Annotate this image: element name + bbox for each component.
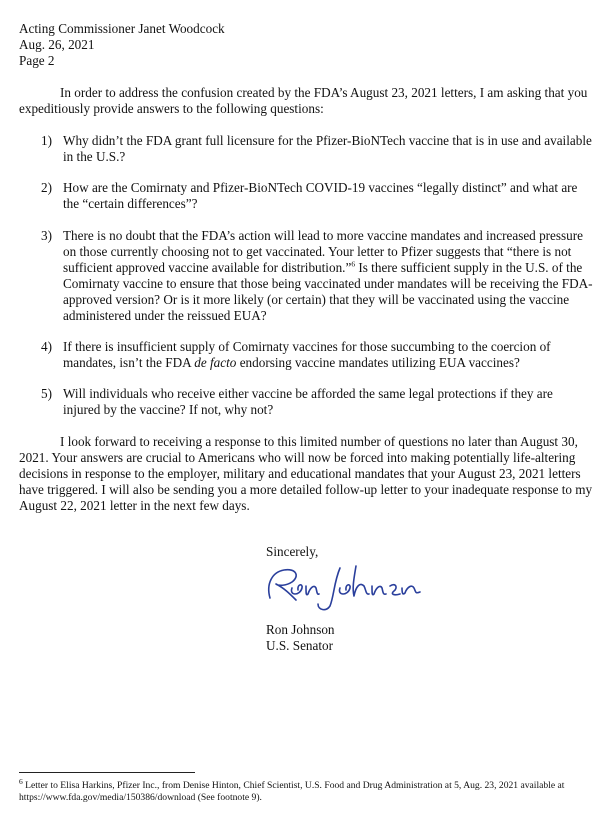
page-number: Page 2 [19, 53, 55, 68]
question-number: 3) [41, 228, 52, 243]
salutation: Sincerely, [266, 544, 319, 559]
letter-header [19, 21, 225, 69]
question-text: Will individuals who receive either vaccine be afforded the same legal protections if they are injured by the vaccine? If not, why not? [63, 386, 553, 417]
question-number: 4) [41, 339, 52, 354]
question-number: 2) [41, 180, 52, 195]
footnote-text: Letter to Elisa Harkins, Pfizer Inc., from Denise Hinton, Chief Scientist, U.S. Food and Drug Administration at 5, Aug. 23, 2021 available at https://www.fda.gov/media/150386/download (See footnote 9). [19, 780, 565, 803]
question-1 [19, 133, 593, 165]
question-text: Why didn’t the FDA grant full licensure for the Pfizer-BioNTech vaccine that is in use and available in the U.S.? [63, 133, 592, 164]
intro-paragraph: In order to address the confusion created by the FDA’s August 23, 2021 letters, I am asking that you expeditiously provide answers to the following questions: [19, 85, 588, 116]
question-number: 1) [41, 133, 52, 148]
question-4 [19, 339, 593, 371]
signature-image [262, 562, 422, 614]
question-text: There is no doubt that the FDA’s action will lead to more vaccine mandates and increased pressure on those currently choosing not to get vaccinated. Your letter to Pfizer suggests that “there is not sufficient approved vaccine available for distribution.”$^6$ Is there sufficient supply in the U.S. of the Comirnaty vaccine to ensure that those being vaccinated under mandates will be receiving the FDA-approved version? Or is it more likely (or certain) that they will be vaccinated using the vaccine administered under the reissued EUA? [63, 228, 593, 323]
question-2 [19, 180, 593, 212]
signer-title: U.S. Senator [266, 638, 334, 653]
question-5 [19, 386, 593, 418]
italic-phrase: de facto [194, 355, 237, 370]
footnote-mark: 6 [19, 776, 23, 786]
footnote [19, 776, 591, 804]
question-text: How are the Comirnaty and Pfizer-BioNTech COVID-19 vaccines “legally distinct” and what are the “certain differences”? [63, 180, 578, 211]
signer-name: Ron Johnson [266, 622, 335, 637]
footnote-reference: 6 [351, 259, 356, 269]
recipient-line: Acting Commissioner Janet Woodcock [19, 21, 225, 36]
question-number: 5) [41, 386, 52, 401]
closing-paragraph: I look forward to receiving a response to this limited number of questions no later than August 30, 2021. Your answers are crucial to Americans who will now be forced into making potentially life-altering decisions in response to the employer, military and educational mandates that your August 23, 2021 letters have triggered. I will also be sending you a more detailed follow-up letter to your inadequate response to my August 22, 2021 letter in the next few days. [19, 434, 593, 513]
date-line: Aug. 26, 2021 [19, 37, 95, 52]
question-text: If there is insufficient supply of Comirnaty vaccines for those succumbing to the coercion of mandates, isn’t the FDA de facto endorsing vaccine mandates utilizing EUA vaccines? [63, 339, 551, 370]
question-3 [19, 228, 593, 324]
footnote-divider [19, 772, 195, 773]
